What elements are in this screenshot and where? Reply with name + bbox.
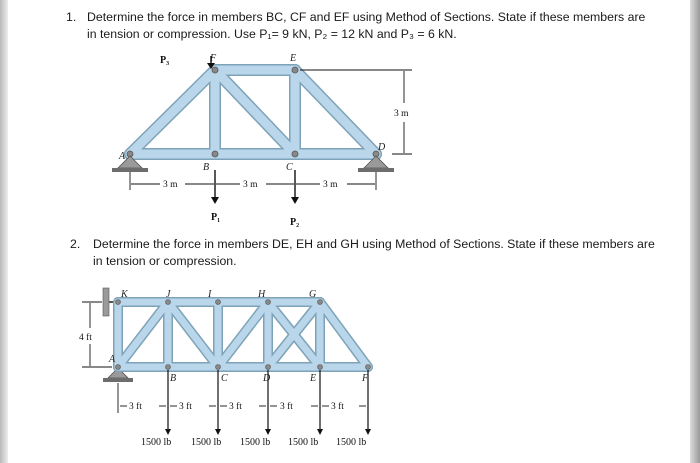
joint-label-k: K [121, 289, 128, 300]
truss-2-load-3: 1500 lb [240, 437, 271, 448]
joint-label-e: E [290, 53, 297, 64]
joint-label-c2: C [221, 373, 228, 384]
joint-label-j: J [166, 289, 171, 300]
truss-2-height: 4 ft [79, 333, 92, 343]
label-p2: P₂ [290, 217, 300, 228]
joint-label-g: G [309, 289, 317, 300]
truss-1-members [130, 70, 376, 154]
problem-1-line-2: in tension or compression. Use P₁= 9 kN, P₂ = 12 kN and P₃ = 6 kN. [87, 27, 457, 41]
truss-2-load-arrows [168, 370, 368, 430]
problem-1-line-1: Determine the force in members BC, CF and EF using Method of Sections. State if these members are [87, 10, 646, 24]
truss-2-load-arrowheads [165, 429, 371, 435]
joint-label-f2: F [362, 373, 369, 384]
joint-label-d2: D [263, 373, 271, 384]
joint-label-b2: B [170, 373, 177, 384]
joint-label-c: C [286, 162, 293, 173]
truss-1-load-p3 [160, 55, 215, 69]
problem-2-line-1: Determine the force in members DE, EH and GH using Method of Sections. State if these members are [93, 237, 655, 251]
joint-label-f: F [210, 53, 217, 64]
truss-2-span-1: 3 ft [129, 402, 142, 412]
problem-2-number: 2. [70, 237, 81, 251]
truss-1-height: 3 m [394, 109, 409, 119]
truss-1-span-3: 3 m [323, 180, 338, 190]
truss-2-diagram [79, 288, 371, 448]
truss-2-load-5: 1500 lb [336, 437, 367, 448]
joint-label-i: I [208, 289, 212, 300]
joint-label-d: D [378, 142, 386, 153]
truss-1-diagram [112, 53, 412, 228]
truss-2-span-dimension [118, 383, 366, 413]
truss-2-span-4: 3 ft [280, 402, 293, 412]
truss-2-load-2: 1500 lb [191, 437, 222, 448]
truss-1-span-1: 3 m [163, 180, 178, 190]
label-p3: P₃ [160, 55, 170, 66]
joint-label-e2: E [310, 373, 317, 384]
truss-2-span-5: 3 ft [331, 402, 344, 412]
joint-label-b: B [203, 162, 210, 173]
truss-2-load-4: 1500 lb [288, 437, 319, 448]
problem-2-line-2: in tension or compression. [93, 254, 237, 268]
problem-1-number: 1. [66, 10, 77, 24]
joint-label-a: A [119, 151, 126, 162]
truss-2-span-3: 3 ft [229, 402, 242, 412]
truss-1-load-p1 [211, 170, 220, 223]
joint-label-a2: A [109, 354, 116, 365]
label-p1: P₁ [211, 212, 221, 223]
truss-2-span-2: 3 ft [179, 402, 192, 412]
truss-1-span-2: 3 m [243, 180, 258, 190]
truss-2-load-1: 1500 lb [141, 437, 172, 448]
joint-label-h: H [258, 289, 266, 300]
